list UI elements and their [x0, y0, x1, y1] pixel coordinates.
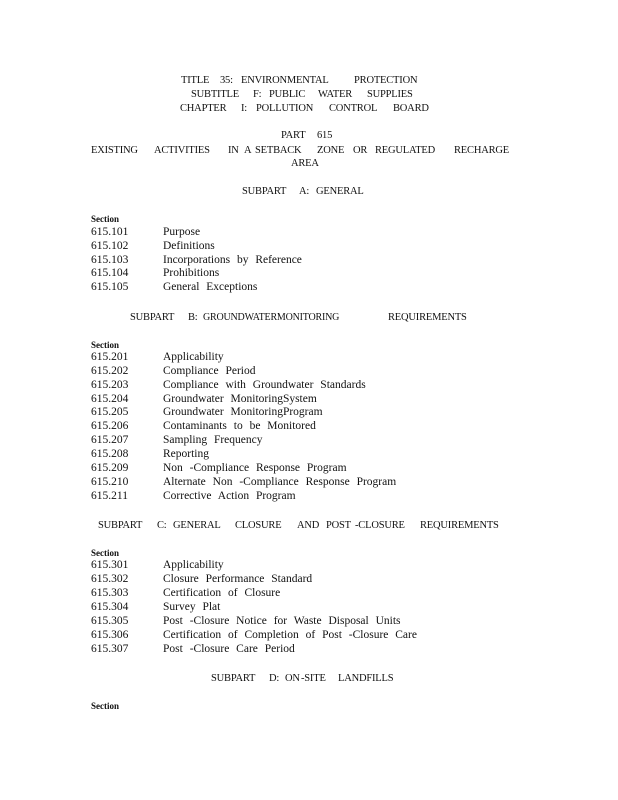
section-number: 615.306 [91, 629, 129, 641]
section-title: Certification of Completion of Post -Closure Care [163, 629, 417, 641]
section-title: Post -Closure Notice for Waste Disposal Units [163, 615, 401, 627]
section-number: 615.304 [91, 601, 129, 613]
heading-word: C: [157, 520, 167, 531]
section-number: 615.202 [91, 365, 129, 377]
section-title: Prohibitions [163, 267, 220, 279]
title-word: 35: [220, 75, 233, 86]
heading-word: SUBPART [98, 520, 143, 531]
heading-word: CLOSURE [235, 520, 282, 531]
heading-word: -CLOSURE [355, 520, 405, 531]
part-title-word: EXISTING [91, 145, 138, 156]
section-title: Applicability [163, 351, 224, 363]
heading-word: GENERAL [173, 520, 221, 531]
section-number: 615.302 [91, 573, 129, 585]
title-word: ENVIRONMENTAL [241, 75, 329, 86]
heading-word: A: [299, 186, 310, 197]
section-title: Reporting [163, 448, 209, 460]
part-word: 615 [317, 130, 333, 141]
heading-word: ON [285, 673, 300, 684]
subtitle-word: PUBLIC [269, 89, 306, 100]
heading-word: POST [326, 520, 351, 531]
section-title: Certification of Closure [163, 587, 281, 599]
section-number: 615.301 [91, 559, 129, 571]
section-title: Definitions [163, 240, 215, 252]
section-label: Section [91, 214, 119, 224]
section-number: 615.209 [91, 462, 129, 474]
chapter-word: BOARD [393, 103, 429, 114]
section-number: 615.203 [91, 379, 129, 391]
chapter-word: CONTROL [329, 103, 378, 114]
section-number: 615.103 [91, 254, 129, 266]
heading-word: SUBPART [242, 186, 287, 197]
part-title-word: REGULATED [375, 145, 436, 156]
section-label: Section [91, 340, 119, 350]
heading-word: D: [269, 673, 280, 684]
chapter-word: POLLUTION [256, 103, 314, 114]
heading-word: SUBPART [211, 673, 256, 684]
section-title: Non -Compliance Response Program [163, 462, 347, 474]
section-title: Groundwater MonitoringSystem [163, 393, 317, 405]
part-title-word: ACTIVITIES [154, 145, 210, 156]
section-number: 615.305 [91, 615, 129, 627]
section-number: 615.210 [91, 476, 129, 488]
section-number: 615.208 [91, 448, 129, 460]
section-title: General Exceptions [163, 281, 258, 293]
subtitle-word: SUBTITLE [191, 89, 239, 100]
section-number: 615.105 [91, 281, 129, 293]
part-title-word: AREA [291, 158, 319, 169]
heading-word: SUBPART [130, 312, 175, 323]
section-title: Corrective Action Program [163, 490, 296, 502]
subtitle-word: WATER [318, 89, 352, 100]
section-number: 615.104 [91, 267, 129, 279]
section-number: 615.303 [91, 587, 129, 599]
subtitle-word: SUPPLIES [367, 89, 413, 100]
section-number: 615.206 [91, 420, 129, 432]
section-title: Contaminants to be Monitored [163, 420, 316, 432]
section-title: Purpose [163, 226, 201, 238]
section-title: Compliance with Groundwater Standards [163, 379, 366, 391]
heading-word: AND [297, 520, 320, 531]
section-number: 615.201 [91, 351, 129, 363]
part-title-word: RECHARGE [454, 145, 509, 156]
subtitle-word: F: [253, 89, 262, 100]
section-number: 615.211 [91, 490, 128, 502]
part-title-word: SETBACK [255, 145, 302, 156]
section-title: Survey Plat [163, 601, 221, 613]
section-label: Section [91, 548, 119, 558]
section-title: Groundwater MonitoringProgram [163, 406, 323, 418]
section-number: 615.207 [91, 434, 129, 446]
section-title: Closure Performance Standard [163, 573, 313, 585]
section-title: Applicability [163, 559, 224, 571]
heading-word: REQUIREMENTS [388, 312, 467, 323]
title-word: TITLE [181, 75, 210, 86]
section-number: 615.102 [91, 240, 129, 252]
part-word: PART [281, 130, 306, 141]
section-number: 615.101 [91, 226, 129, 238]
part-title-word: IN [228, 145, 239, 156]
section-title: Sampling Frequency [163, 434, 263, 446]
heading-word: B: [188, 312, 198, 323]
part-title-word: ZONE [317, 145, 345, 156]
heading-word: -SITE [301, 673, 326, 684]
heading-word: GROUNDWATERMONITORING [203, 312, 340, 323]
title-word: PROTECTION [354, 75, 418, 86]
heading-word: REQUIREMENTS [420, 520, 499, 531]
section-number: 615.307 [91, 643, 129, 655]
part-title-word: A [244, 145, 252, 156]
heading-word: GENERAL [316, 186, 364, 197]
section-label: Section [91, 701, 119, 711]
heading-word: LANDFILLS [338, 673, 394, 684]
chapter-word: I: [241, 103, 248, 114]
section-number: 615.204 [91, 393, 129, 405]
section-number: 615.205 [91, 406, 129, 418]
section-title: Post -Closure Care Period [163, 643, 295, 655]
section-title: Compliance Period [163, 365, 256, 377]
section-title: Alternate Non -Compliance Response Program [163, 476, 397, 488]
part-title-word: OR [353, 145, 368, 156]
chapter-word: CHAPTER [180, 103, 227, 114]
section-title: Incorporations by Reference [163, 254, 302, 266]
